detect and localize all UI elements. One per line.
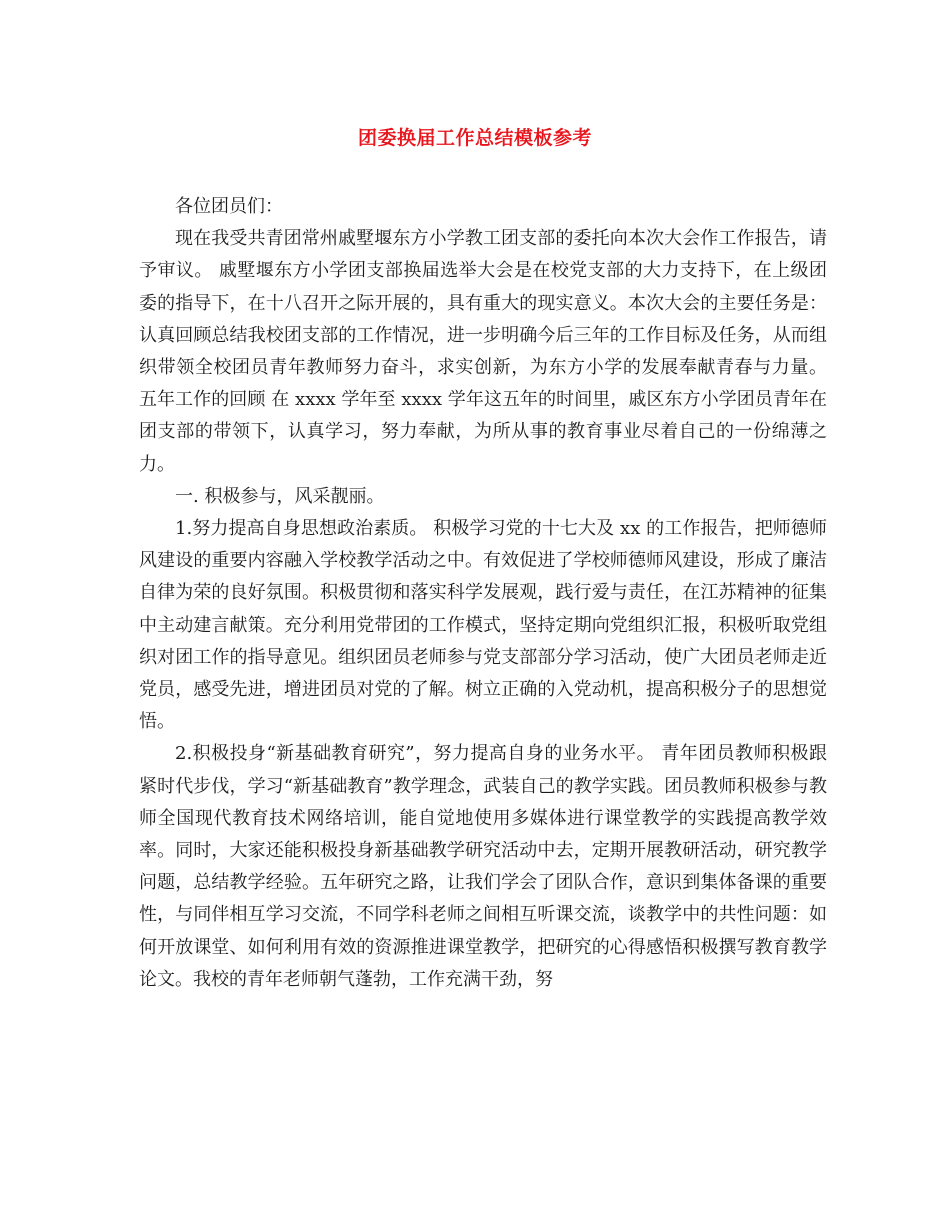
point-1-paragraph: 1.努力提高自身思想政治素质。 积极学习党的十七大及 xx 的工作报告，把师德师风建设的重要内容融入学校教学活动之中。有效促进了学校师德师风建设，形成了廉洁自律为荣的良好氛围。积极贯彻和落实科学发展观，践行爱与责任，在江苏精神的征集中主动建言献策。充分利用党带团的工作模式，坚持定期向党组织汇报，积极听取党组织对团工作的指导意见。组织团员老师参与党支部部分学习活动，使广大团员老师走近党员，感受先进，增进团员对党的了解。树立正确的入党动机，提高积极分子的思想觉悟。 xyxy=(139,518,827,733)
document-title: 团委换届工作总结模板参考 xyxy=(357,127,592,149)
point-2-paragraph: 2.积极投身“新基础教育研究”，努力提高自身的业务水平。 青年团员教师积极跟紧时代步伐，学习“新基础教育”教学理念，武装自己的教学实践。团员教师积极参与教师全国现代教育技术网络培训，能自觉地使用多媒体进行课堂教学的实践提高教学效率。同时，大家还能积极投身新基础教学研究活动中去，定期开展教研活动，研究教学问题，总结教学经验。五年研究之路，让我们学会了团队合作，意识到集体备课的重要性，与同伴相互学习交流，不同学科老师之间相互听课交流，谈教学中的共性问题：如何开放课堂、如何利用有效的资源推进课堂教学，把研究的心得感悟积极撰写教育教学论文。我校的青年老师朝气蓬勃，工作充满干劲，努 xyxy=(139,743,827,990)
document-body xyxy=(139,191,827,996)
section-heading: 一. 积极参与，风采靓丽。 xyxy=(175,485,385,507)
salutation-paragraph: 各位团员们： xyxy=(175,196,283,217)
intro-paragraph: 现在我受共青团常州戚墅堰东方小学教工团支部的委托向本次大会作工作报告，请予审议。 戚墅堰东方小学团支部换届选举大会是在校党支部的大力支持下，在上级团委的指导下，在十八召开之际开展的，具有重大的现实意义。本次大会的主要任务是：认真回顾总结我校团支部的工作情况，进一步明确今后三年的工作目标及任务，从而组织带领全校团员青年教师努力奋斗，求实创新，为东方小学的发展奉献青春与力量。 五年工作的回顾 在 xxxx 学年至 xxxx 学年这五年的时间里，戚区东方小学团员青年在团支部的带领下，认真学习，努力奉献，为所从事的教育事业尽着自己的一份绵薄之力。 xyxy=(139,228,827,475)
